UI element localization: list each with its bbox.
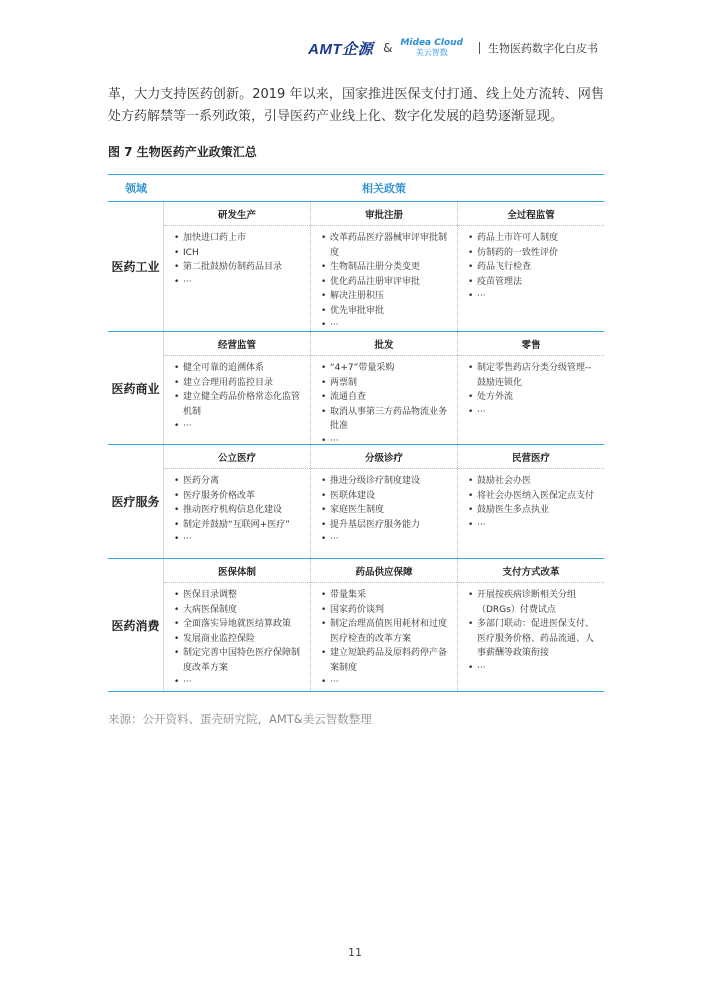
page-number: 11: [348, 946, 362, 959]
list-item: • 仿制药的一致性评价: [468, 246, 596, 261]
list-item: • ···: [174, 675, 302, 690]
sector-row: [108, 332, 604, 445]
list-item: • 全面落实异地就医结算政策: [174, 617, 302, 632]
list-item: • 疫苗管理法: [468, 275, 596, 290]
list-item: • 优先审批审批: [321, 304, 449, 319]
policy-column: [458, 559, 604, 691]
list-item: • 加快进口药上市: [174, 231, 302, 246]
list-item: • 建立健全药品价格常态化监管机制: [174, 390, 302, 419]
sector-name: 医药商业: [108, 332, 164, 444]
column-title: 分级诊疗: [311, 445, 457, 469]
column-title: 审批注册: [311, 202, 457, 226]
source-note: 来源：公开资料、蛋壳研究院，AMT&美云智数整理: [108, 712, 372, 726]
policy-column: [164, 332, 311, 444]
midea-logo-bottom: 美云智数: [415, 48, 448, 57]
sector-name: 医疗服务: [108, 445, 164, 558]
list-item: • 医疗服务价格改革: [174, 489, 302, 504]
list-item: • ···: [468, 405, 596, 420]
column-title: 零售: [458, 332, 604, 356]
sector-row: [108, 559, 604, 692]
list-item: • “4+7”带量采购: [321, 361, 449, 376]
list-item: • 推进分级诊疗制度建设: [321, 474, 449, 489]
header-divider: [479, 42, 480, 54]
column-title: 药品供应保障: [311, 559, 457, 583]
list-item: • ···: [468, 661, 596, 676]
column-title: 支付方式改革: [458, 559, 604, 583]
policy-column: [164, 445, 311, 558]
list-item: • 开展按疾病诊断相关分组（DRGs）付费试点: [468, 588, 596, 617]
list-item: • 建立合理用药监控目录: [174, 376, 302, 391]
policy-column: [458, 202, 604, 331]
header-domain: 领域: [125, 182, 147, 195]
list-item: • 生物制品注册分类变更: [321, 260, 449, 275]
list-item: • ···: [321, 532, 449, 547]
table-header: [108, 174, 604, 202]
policy-column: [458, 445, 604, 558]
list-item: • 处方外流: [468, 390, 596, 405]
list-item: • 带量集采: [321, 588, 449, 603]
list-item: • 多部门联动：促进医保支付、医疗服务价格、药品流通、人事薪酬等政策衔接: [468, 617, 596, 661]
list-item: • 国家药价谈判: [321, 603, 449, 618]
list-item: • ···: [174, 275, 302, 290]
column-title: 经营监管: [164, 332, 310, 356]
list-item: • 健全可靠的追溯体系: [174, 361, 302, 376]
midea-logo-top: Midea Cloud: [400, 38, 463, 48]
list-item: • 取消从事第三方药品物流业务批准: [321, 405, 449, 434]
column-title: 批发: [311, 332, 457, 356]
list-item: • ···: [468, 518, 596, 533]
list-item: • 解决注册积压: [321, 289, 449, 304]
list-item: • 流通自查: [321, 390, 449, 405]
document-title: 生物医药数字化白皮书: [488, 42, 598, 55]
policy-column: [458, 332, 604, 444]
column-title: 公立医疗: [164, 445, 310, 469]
list-item: • 改革药品医疗器械审评审批制度: [321, 231, 449, 260]
column-title: 研发生产: [164, 202, 310, 226]
list-item: • ICH: [174, 246, 302, 261]
policy-column: [311, 559, 458, 691]
policy-column: [311, 202, 458, 331]
list-item: • 制定零售药店分类分级管理--鼓励连锁化: [468, 361, 596, 390]
list-item: • ···: [468, 289, 596, 304]
list-item: • 发展商业监控保险: [174, 632, 302, 647]
list-item: • 两票制: [321, 376, 449, 391]
list-item: • 医药分离: [174, 474, 302, 489]
sector-row: [108, 445, 604, 559]
list-item: • 药品飞行检查: [468, 260, 596, 275]
list-item: • 制定治理高值医用耗材和过度医疗检查的改革方案: [321, 617, 449, 646]
sector-name: 医药消费: [108, 559, 164, 691]
list-item: • 制定完善中国特色医疗保障制度改革方案: [174, 646, 302, 675]
list-item: • 家庭医生制度: [321, 503, 449, 518]
amt-logo: AMT企源: [308, 40, 374, 58]
intro-paragraph: 革，大力支持医药创新。2019 年以来，国家推进医保支付打通、线上处方流转、网售处方药解禁等一系列政策，引导医药产业线上化、数字化发展的趋势逐渐显现。: [108, 87, 604, 124]
list-item: • 制定并鼓励“互联网+医疗”: [174, 518, 302, 533]
header-policy: 相关政策: [362, 182, 406, 195]
policy-column: [311, 332, 458, 444]
list-item: • 提升基层医疗服务能力: [321, 518, 449, 533]
figure-title: 图 7 生物医药产业政策汇总: [108, 145, 257, 159]
list-item: • 优化药品注册审评审批: [321, 275, 449, 290]
sector-row: [108, 202, 604, 332]
logo-ampersand: &: [383, 41, 393, 55]
list-item: • 建立短缺药品及原料药停产备案制度: [321, 646, 449, 675]
policy-table: [108, 174, 604, 692]
midea-cloud-logo: [400, 39, 463, 57]
list-item: • 医联体建设: [321, 489, 449, 504]
list-item: • 医保目录调整: [174, 588, 302, 603]
list-item: • ···: [174, 419, 302, 434]
policy-column: [164, 559, 311, 691]
policy-column: [311, 445, 458, 558]
list-item: • ···: [321, 318, 449, 333]
list-item: • 大病医保制度: [174, 603, 302, 618]
column-title: 医保体制: [164, 559, 310, 583]
list-item: • 推动医疗机构信息化建设: [174, 503, 302, 518]
list-item: • 鼓励社会办医: [468, 474, 596, 489]
page-header: [308, 38, 598, 58]
list-item: • 药品上市许可人制度: [468, 231, 596, 246]
list-item: • 鼓励医生多点执业: [468, 503, 596, 518]
list-item: • ···: [174, 532, 302, 547]
column-title: 全过程监管: [458, 202, 604, 226]
column-title: 民营医疗: [458, 445, 604, 469]
list-item: • ···: [321, 675, 449, 690]
sector-name: 医药工业: [108, 202, 164, 331]
list-item: • 第二批鼓励仿制药品目录: [174, 260, 302, 275]
policy-column: [164, 202, 311, 331]
list-item: • 将社会办医纳入医保定点支付: [468, 489, 596, 504]
list-item: • ···: [321, 434, 449, 449]
